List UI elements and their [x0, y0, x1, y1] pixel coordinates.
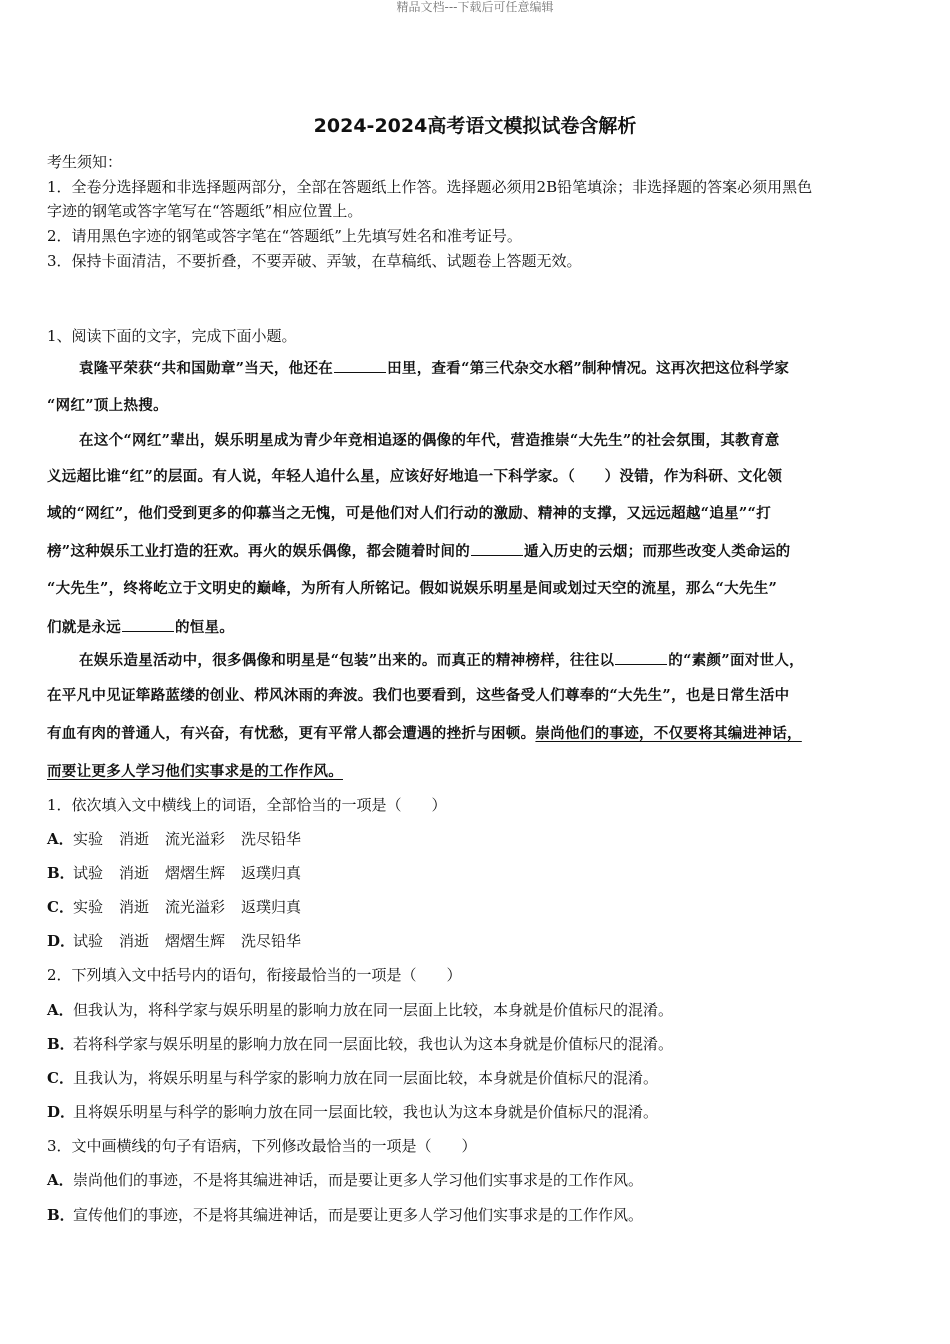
option-word: 返璞归真: [241, 898, 302, 916]
option-word: 熠熠生辉: [165, 864, 226, 882]
option-word: 熠熠生辉: [165, 932, 226, 950]
option-word: 试验: [73, 932, 104, 950]
passage-line: “大先生”，终将屹立于文明史的巅峰，为所有人所铭记。假如说娱乐明星是间或划过天空的流星，那么“大先生”: [47, 580, 778, 597]
passage-text: 们就是永远: [47, 619, 121, 636]
exam-title: 2024-2024高考语文模拟试卷含解析: [313, 115, 637, 137]
option-key: B．: [47, 864, 75, 882]
passage-line: [47, 724, 907, 744]
question-option: [47, 930, 907, 952]
option-key: A．: [47, 1001, 74, 1019]
question-stem: 3．文中画横线的句子有语病，下列修改最恰当的一项是（ ）: [47, 1137, 477, 1155]
option-key: D．: [47, 932, 76, 950]
passage-line: 在这个“网红”辈出，娱乐明星成为青少年竞相追逐的偶像的年代，营造推崇“大先生”的社会氛围，其教育意: [79, 432, 780, 449]
question-option: [47, 999, 907, 1021]
answer-blank: [615, 650, 667, 665]
option-text: 崇尚他们的事迹，不是将其编进神话，而是要让更多人学习他们实事求是的工作作风。: [73, 1171, 644, 1189]
passage-text: 榜”这种娱乐工业打造的狂欢。再火的娱乐偶像，都会随着时间的: [47, 543, 471, 560]
option-text: 且将娱乐明星与科学的影响力放在同一层面比较，我也认为这本身就是价值标尺的混淆。: [73, 1103, 659, 1121]
passage-line: [79, 358, 907, 379]
passage-line: [79, 650, 907, 671]
passage-text: 遁入历史的云烟；而那些改变人类命运的: [524, 543, 791, 560]
option-key: D．: [47, 1103, 76, 1121]
option-word: 消逝: [119, 932, 150, 950]
option-word: 实验: [73, 898, 104, 916]
answer-blank: [471, 541, 523, 556]
option-text: 但我认为，将科学家与娱乐明星的影响力放在同一层面上比较，本身就是价值标尺的混淆。: [73, 1001, 674, 1019]
passage-text: 在娱乐造星活动中，很多偶像和明星是“包装”出来的。而真正的精神榜样，往往以: [79, 652, 615, 669]
option-word: 洗尽铅华: [241, 932, 302, 950]
passage-line: [47, 617, 907, 638]
notice-heading: 考生须知：: [47, 153, 123, 171]
question-option: [47, 862, 907, 884]
passage-text: 的“素颜”面对世人，: [668, 652, 804, 669]
question-option: [47, 896, 907, 918]
option-word: 消逝: [119, 830, 150, 848]
section-intro: 1、阅读下面的文字，完成下面小题。: [47, 327, 297, 345]
passage-line: 义远超比谁“红”的层面。有人说，年轻人追什么星，应该好好地追一下科学家。（ ）没错，作为科研、文化领: [47, 468, 783, 485]
option-word: 实验: [73, 830, 104, 848]
underlined-sentence: 而要让更多人学习他们实事求是的工作作风。: [47, 763, 343, 780]
option-word: 试验: [73, 864, 104, 882]
passage-line: 在平凡中见证筚路蓝缕的创业、栉风沐雨的奔波。我们也要看到，这些备受人们尊奉的“大先生”，也是日常生活中: [47, 687, 790, 704]
option-text: 且我认为，将娱乐明星与科学家的影响力放在同一层面比较，本身就是价值标尺的混淆。: [73, 1069, 659, 1087]
option-key: A．: [47, 1171, 74, 1189]
option-key: B．: [47, 1035, 75, 1053]
option-word: 消逝: [119, 898, 150, 916]
option-word: 洗尽铅华: [241, 830, 302, 848]
passage-text: 田里，查看“第三代杂交水稻”制种情况。这再次把这位科学家: [387, 360, 790, 377]
passage-text: 的恒星。: [175, 619, 235, 636]
option-word: 流光溢彩: [165, 898, 226, 916]
question-option: [47, 1033, 907, 1055]
option-text: 若将科学家与娱乐明星的影响力放在同一层面比较，我也认为这本身就是价值标尺的混淆。: [73, 1035, 674, 1053]
notice-item: 3．保持卡面清洁，不要折叠，不要弄破、弄皱，在草稿纸、试题卷上答题无效。: [47, 252, 582, 270]
answer-blank: [122, 617, 174, 632]
answer-blank: [334, 358, 386, 373]
page-header-note: 精品文档---下载后可任意编辑: [396, 0, 554, 14]
question-option: [47, 1101, 907, 1123]
passage-text: 袁隆平荣获“共和国勋章”当天，他还在: [79, 360, 334, 377]
passage-line: [47, 541, 907, 562]
question-option: [47, 1169, 907, 1191]
option-key: B．: [47, 1206, 75, 1224]
question-option: [47, 828, 907, 850]
notice-item: 2．请用黑色字迹的钢笔或答字笔在“答题纸”上先填写姓名和准考证号。: [47, 227, 522, 245]
passage-line: 域的“网红”，他们受到更多的仰慕当之无愧，可是他们对人们行动的激励、精神的支撑，又远远超越“追星”“打: [47, 505, 771, 522]
question-stem: 2．下列填入文中括号内的语句，衔接最恰当的一项是（ ）: [47, 966, 462, 984]
question-option: [47, 1204, 907, 1226]
underlined-sentence: 崇尚他们的事迹，不仅要将其编进神话，: [535, 725, 802, 742]
passage-line: [47, 762, 907, 782]
option-word: 流光溢彩: [165, 830, 226, 848]
option-word: 消逝: [119, 864, 150, 882]
option-key: C．: [47, 898, 74, 916]
question-option: [47, 1067, 907, 1089]
option-key: C．: [47, 1069, 74, 1087]
passage-text: 有血有肉的普通人，有兴奋，有忧愁，更有平常人都会遭遇的挫折与困顿。: [47, 725, 536, 742]
notice-item: 1．全卷分选择题和非选择题两部分，全部在答题纸上作答。选择题必须用2B铅笔填涂；非选择题的答案必须用黑色: [47, 178, 813, 196]
question-stem: 1．依次填入文中横线上的词语，全部恰当的一项是（ ）: [47, 796, 447, 814]
option-key: A．: [47, 830, 74, 848]
option-word: 返璞归真: [241, 864, 302, 882]
passage-line: “网红”顶上热搜。: [47, 397, 168, 414]
notice-item: 字迹的钢笔或答字笔写在“答题纸”相应位置上。: [47, 202, 363, 220]
option-text: 宣传他们的事迹，不是将其编进神话，而是要让更多人学习他们实事求是的工作作风。: [73, 1206, 644, 1224]
